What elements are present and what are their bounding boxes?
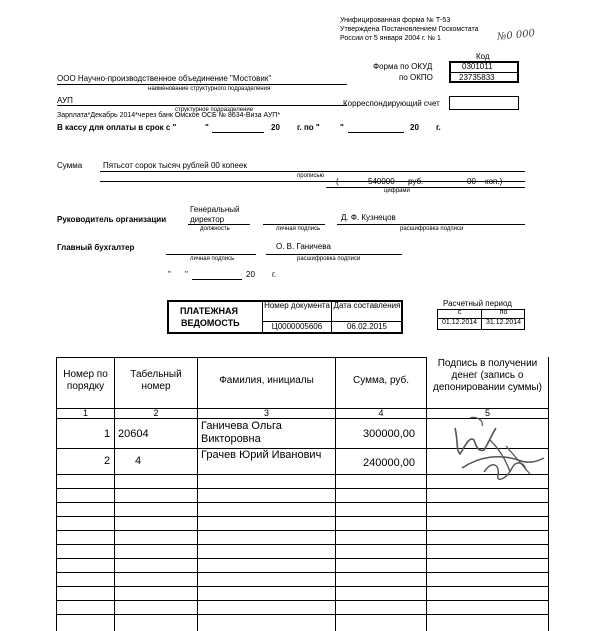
colnum-1: 1 <box>82 408 88 418</box>
row-number: 2 <box>104 455 111 467</box>
acc-name-line <box>266 254 402 255</box>
table-col-div-1 <box>114 357 115 631</box>
colnum-2: 2 <box>153 408 159 418</box>
table-col-div-4 <box>426 357 427 631</box>
row-tab-number: 4 <box>135 455 142 467</box>
row-name: Ганичева Ольга Викторовна <box>201 420 282 445</box>
year-suffix-2: 20 <box>410 123 419 132</box>
date-quote-2: " <box>185 270 188 279</box>
to-cash-label: В кассу для оплаты в срок с " <box>57 123 177 132</box>
table-empty-row <box>56 614 549 615</box>
table-empty-row <box>56 544 549 545</box>
head-name: Д. Ф. Кузнецов <box>341 213 396 222</box>
header-name: Фамилия, инициалы <box>219 375 314 386</box>
table-empty-row <box>56 530 549 531</box>
table-border-right <box>548 357 549 631</box>
table-top <box>56 357 426 358</box>
statement-title-1: ПЛАТЕЖНАЯ <box>180 306 238 316</box>
sum-open-paren: ( <box>336 177 339 186</box>
org-name: ООО Научно-производственное объединение "Мостовик" <box>57 74 272 83</box>
date-to-line <box>348 132 404 133</box>
period-from-label: с <box>457 309 462 316</box>
doc-number-header: Номер документа <box>264 301 330 310</box>
sum-in-words: Пятьсот сорок тысяч рублей 00 копеек <box>103 161 247 170</box>
table-col-div-3 <box>335 357 336 631</box>
period-from: 01.12.2014 <box>441 319 478 326</box>
form-title-line3: России от 5 января 2004 г. № 1 <box>340 35 441 42</box>
colnum-4: 4 <box>378 408 384 418</box>
handwritten-note: №0 000 <box>496 28 536 43</box>
accountant-label: Главный бухгалтер <box>57 243 135 252</box>
table-empty-row <box>56 488 549 489</box>
row-name: Грачев Юрий Иванович <box>201 449 322 461</box>
form-title-line2: Утверждена Постановлением Госкомстата <box>340 26 479 33</box>
row-sum: 240000,00 <box>363 457 415 469</box>
row-sum: 300000,00 <box>363 428 415 440</box>
header-signature: Подпись в получении денег (запись о депонировании суммы) <box>433 358 542 393</box>
head-position: Генеральный директор <box>190 205 240 224</box>
table-empty-row <box>56 502 549 503</box>
sum-words-line <box>100 171 525 172</box>
date-g: г. <box>272 270 277 279</box>
date-value: 06.02.2015 <box>346 322 388 331</box>
sum-kop-num: 00 <box>467 177 476 186</box>
corr-account-box <box>449 96 519 110</box>
date-from-line <box>212 132 264 133</box>
statement-title-2: ВЕДОМОСТЬ <box>181 318 240 328</box>
handwritten-signature <box>440 410 550 485</box>
acc-sign-caption: личная подпись <box>190 256 235 262</box>
quote-1: " <box>205 123 209 132</box>
table-empty-row <box>56 572 549 573</box>
org-name-caption: наименование структурного подразделения <box>148 86 271 92</box>
table-empty-row <box>56 586 549 587</box>
sum-label: Сумма <box>57 161 83 170</box>
head-sign-caption: личная подпись <box>276 226 321 232</box>
sum-rub: руб. <box>408 177 424 186</box>
quote-2: " <box>340 123 344 132</box>
okpo-label: по ОКПО <box>399 73 433 82</box>
corr-account-label: Корреспондирующий счет <box>343 99 440 108</box>
row-tab-number: 20604 <box>118 428 149 440</box>
header-number: Номер по порядку <box>63 369 108 392</box>
kod-label: Код <box>476 52 490 61</box>
g-po-label: г. по " <box>297 123 320 132</box>
period-to-label: по <box>499 309 508 316</box>
table-col-div-2 <box>197 357 198 631</box>
head-label: Руководитель организации <box>57 215 167 224</box>
position-caption: должность <box>200 226 230 232</box>
unit-caption: структурное подразделение <box>175 107 254 113</box>
sum-words-line-2 <box>100 181 525 182</box>
date-month-line <box>192 279 242 280</box>
table-empty-row <box>56 516 549 517</box>
header-tab-number: Табельный номер <box>130 369 182 392</box>
table-empty-row <box>56 600 549 601</box>
sum-words-caption: прописью <box>297 173 325 179</box>
row-number: 1 <box>104 428 111 440</box>
accountant-name: О. В. Ганичева <box>276 242 331 251</box>
period-label: Расчетный период <box>443 299 512 308</box>
year-suffix-1: 20 <box>271 123 280 132</box>
sum-amount: 540000 <box>368 177 395 186</box>
position-line <box>188 224 250 225</box>
okud-label: Форма по ОКУД <box>373 62 433 71</box>
okud-value: 0301011 <box>462 62 493 71</box>
acc-sign-line <box>166 254 256 255</box>
table-empty-row <box>56 558 549 559</box>
sum-digits-caption: цифрами <box>384 188 410 194</box>
okpo-value: 23735833 <box>459 73 495 82</box>
form-title-line1: Унифицированная форма № Т-53 <box>340 17 451 24</box>
payment-purpose: Зарплата*Декабрь 2014*через банк Омское ОСБ № 8634-Виза АУП* <box>57 112 281 119</box>
date-year: 20 <box>246 270 255 279</box>
period-to: 31.12.2014 <box>485 319 522 326</box>
head-decode-caption: расшифровка подписи <box>400 226 464 232</box>
head-name-line <box>337 224 525 225</box>
unit-name: АУП <box>57 96 73 105</box>
table-border-left <box>56 357 57 631</box>
g-end-label: г. <box>436 123 441 132</box>
acc-decode-caption: расшифровка подписи <box>297 256 361 262</box>
header-sum: Сумма, руб. <box>352 375 410 386</box>
colnum-5: 5 <box>484 408 490 418</box>
doc-number-value: Ц0000005606 <box>271 322 323 331</box>
date-quote-1: " <box>168 270 171 279</box>
org-name-line <box>57 84 347 85</box>
sum-digits-line <box>326 187 525 188</box>
unit-line <box>57 105 347 106</box>
sum-kop: коп.) <box>485 177 503 186</box>
head-sign-line <box>263 224 325 225</box>
colnum-3: 3 <box>263 408 269 418</box>
date-header: Дата составления <box>333 301 401 310</box>
